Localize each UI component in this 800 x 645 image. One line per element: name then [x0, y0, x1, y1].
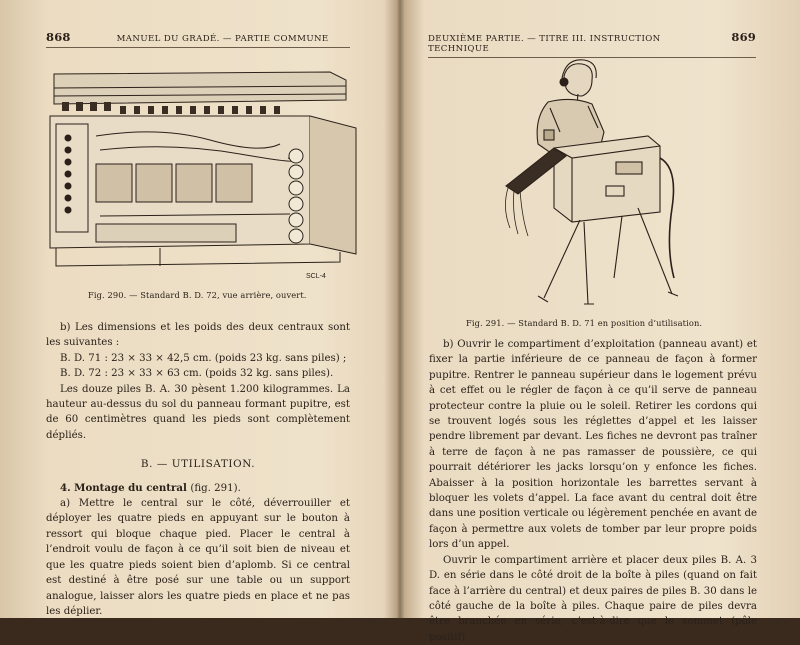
left-running-head: MANUEL DU GRADÉ. — PARTIE COMMUNE [116, 34, 329, 44]
operator-switchboard-illustration [488, 58, 720, 310]
dimension-bd72: B. D. 72 : 23 ⨯ 33 ⨯ 63 cm. (poids 32 kg. sans piles). [60, 368, 334, 380]
right-page [400, 0, 800, 643]
drawing-label: SCL-4 [306, 273, 326, 280]
batteries-paragraph: Les douze piles B. A. 30 pèsent 1.200 kilogrammes. La hauteur au-dessus du sol du panneau formant pupitre, est de 60 centimètres quand les pieds sont complètement dépliés. [46, 383, 350, 441]
right-running-head: DEUXIÈME PARTIE. — TITRE III. INSTRUCTION TECHNIQUE [428, 34, 661, 54]
left-page-header [46, 30, 350, 48]
subsection-heading [46, 481, 350, 496]
dimensions-intro: b) Les dimensions et les poids des deux centraux sont les suivantes : [46, 322, 350, 349]
figure-290-caption: Fig. 290. — Standard B. D. 72, vue arrière, ouvert. [88, 290, 307, 300]
dimension-bd71: B. D. 71 : 23 ⨯ 33 ⨯ 42,5 cm. (poids 23 kg. sans piles) ; [60, 352, 347, 364]
section-heading: B. — UTILISATION. [140, 458, 256, 471]
left-page [0, 0, 400, 618]
subsection-figure-ref: (fig. 291). [190, 482, 241, 494]
right-page-number: 869 [731, 30, 756, 44]
left-body-text [46, 320, 350, 619]
left-page-number: 868 [46, 30, 71, 44]
right-page-header [428, 30, 756, 58]
figure-291-caption: Fig. 291. — Standard B. D. 71 en position d’utilisation. [466, 318, 703, 328]
instruction-b-paragraph: b) Ouvrir le compartiment d’exploitation (panneau avant) et fixer la partie inférieure de ce panneau de façon à former pupitre. Rentrer le panneau supérieur dans le logement prévu à cet effet ou le régler de façon à ce qu’il serve de panneau protecteur contre la pluie ou le soleil. Retirer les cordons qui se trouvent logés sous les réglettes d’appel et les laisser pendre librement par devant. Les fiches ne devront pas traîner à terre de façon à ne pas ramasser de poussière, ce qui pourrait détériorer les jacks lorsqu’on y enfonce les fiches. Abaisser à la position horizontale les barrettes servant à bloquer les volets d’appel. La face avant du central doit être dans une position verticale ou légèrement penchée en avant de façon à permettre aux volets de tomber par leur propre poids lors d’un appel. [429, 339, 757, 551]
subsection-title: 4. Montage du central [60, 481, 187, 494]
right-body-text [429, 337, 757, 645]
montage-paragraph: a) Mettre le central sur le côté, déverrouiller et déployer les quatre pieds en appuyant sur le bouton à ressort qui bloque chaque pied. Placer le central à l’endroit voulu de façon à ce qu’il soit bien de niveau et que les quatre pieds soient bien d’aplomb. Si ce central est destiné à être posé sur une table ou un support analogue, laisser alors les quatre pieds en place et ne pas les déplier. [46, 498, 350, 617]
rear-compartment-paragraph: Ouvrir le compartiment arrière et placer deux piles B. A. 3 D. en série dans le côté droit de la boîte à piles (quand on fait face à l’arrière du central) et deux paires de piles B. 30 dans le côté gauche de la boîte à piles. Chaque paire de piles devra être branchée en série, c’est-à-dire que le sommet (pôle positif) [429, 554, 757, 643]
switchboard-rear-illustration [40, 66, 360, 280]
